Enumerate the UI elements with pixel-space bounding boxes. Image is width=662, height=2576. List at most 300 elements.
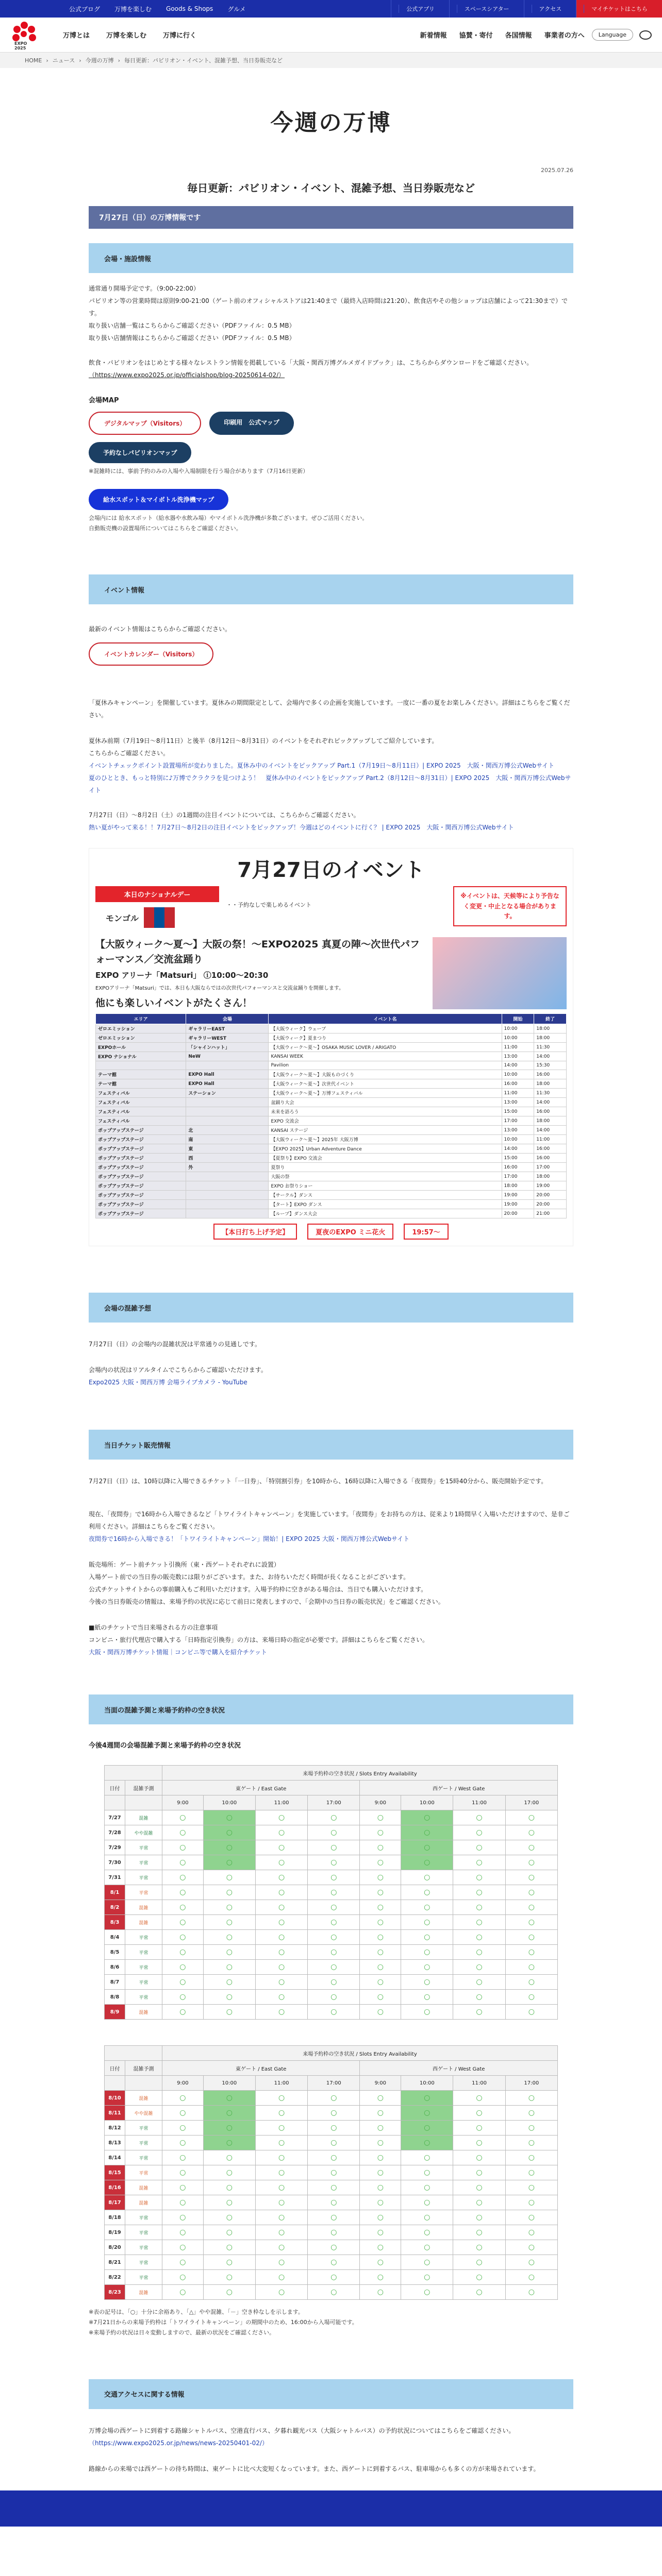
breadcrumb-news[interactable]: ニュース [52,57,75,64]
slot-status-icon[interactable]: ○ [203,2255,255,2270]
event-pickup-link-2[interactable]: 夏のひととき、もっと特別に♪万博でクラクラを見つけよう！ 夏休み中のイベントをピックアップ Part.2（8月12日〜8月31日）| EXPO 2025 大阪・関西万博公式Webサイト [89,774,571,794]
language-select[interactable]: Language [592,29,633,41]
slot-status-icon[interactable]: ○ [505,1945,557,1960]
slot-status-icon[interactable]: ○ [505,2225,557,2240]
slot-status-icon[interactable]: ○ [360,2165,401,2180]
slot-status-icon[interactable]: ○ [401,1885,453,1900]
slot-status-icon[interactable]: ○ [255,1870,307,1885]
slot-status-icon[interactable]: ○ [203,2180,255,2195]
table-row: 8/9 混雑 ○ ○ ○ ○ ○ ○ ○ ○ [105,2005,558,2020]
slot-status-icon[interactable]: ○ [505,2195,557,2210]
slot-status-icon[interactable]: ○ [308,1870,360,1885]
nav-news[interactable]: 新着情報 [420,32,447,40]
slot-status-icon[interactable]: ○ [162,1945,204,1960]
slot-status-icon[interactable]: ○ [255,2285,307,2300]
slot-status-icon[interactable]: ○ [203,1825,255,1840]
nav-sponsor[interactable]: 協賛・寄付 [459,32,493,40]
nav-visit[interactable]: 万博に行く [163,32,197,40]
slot-status-icon[interactable]: ○ [203,1930,255,1945]
slot-status-icon[interactable]: ○ [453,1960,505,1975]
more-events: 他にも楽しいイベントがたくさん！ [95,997,253,1009]
slot-status-icon[interactable]: ○ [453,1825,505,1840]
slot-status-icon[interactable]: ○ [453,1915,505,1930]
slot-status-icon[interactable]: ○ [360,2150,401,2165]
slot-status-icon[interactable]: ○ [162,2136,204,2150]
slot-status-icon[interactable]: ○ [308,1930,360,1945]
breadcrumb-home[interactable]: HOME [25,57,42,64]
slot-status-icon[interactable]: ○ [401,2285,453,2300]
top-bar [0,0,662,18]
slot-status-icon[interactable]: ○ [453,2091,505,2106]
slot-status-icon[interactable]: ○ [505,1840,557,1855]
table-row: ポップアップステージ 西 【夏祭り】EXPO 交流会 15:00 16:00 [96,1154,567,1163]
slot-status-icon[interactable]: ○ [162,1885,204,1900]
slot-status-icon[interactable]: ○ [453,2195,505,2210]
slot-status-icon[interactable]: ○ [255,2136,307,2150]
slot-status-icon[interactable]: ○ [401,1945,453,1960]
slot-status-icon[interactable]: ○ [360,1885,401,1900]
table-row: 8/16 混雑 ○ ○ ○ ○ ○ ○ ○ ○ [105,2180,558,2195]
slot-status-icon[interactable]: ○ [203,1900,255,1915]
slot-status-icon[interactable]: ○ [505,1810,557,1825]
slot-status-icon[interactable]: ○ [308,2005,360,2020]
nav-business[interactable]: 事業者の方へ [544,32,585,40]
slot-status-icon[interactable]: ○ [162,2106,204,2121]
slot-status-icon[interactable]: ○ [255,2005,307,2020]
slot-status-icon[interactable]: ○ [401,1900,453,1915]
slot-status-icon[interactable]: ○ [308,1975,360,1990]
slot-status-icon[interactable]: ○ [360,1855,401,1870]
slot-status-icon[interactable]: ○ [505,2210,557,2225]
topbar-link-enjoy[interactable]: 万博を楽しむ [114,5,152,13]
topbar-link-gourmet[interactable]: グルメ [227,5,246,13]
slot-status-icon[interactable]: ○ [505,2150,557,2165]
slot-status-icon[interactable]: ○ [162,2180,204,2195]
slot-status-icon[interactable]: ○ [453,1885,505,1900]
slot-status-icon[interactable]: ○ [255,1945,307,1960]
table-row: Pavilion 14:00 15:30 [96,1061,567,1070]
slot-status-icon[interactable]: ○ [453,1930,505,1945]
fireworks-label: 【本日打ち上げ予定】 [213,1224,297,1240]
slot-status-icon[interactable]: ○ [255,2210,307,2225]
slot-status-icon[interactable]: ○ [505,2240,557,2255]
slot-status-icon[interactable]: ○ [203,2091,255,2106]
slot-status-icon[interactable]: ○ [162,2210,204,2225]
slot-status-icon[interactable]: ○ [360,2106,401,2121]
slot-status-icon[interactable]: ○ [162,2285,204,2300]
slot-status-icon[interactable]: ○ [308,1810,360,1825]
slot-status-icon[interactable]: ○ [162,1960,204,1975]
slot-status-icon[interactable]: ○ [255,2165,307,2180]
slot-status-icon[interactable]: ○ [162,2165,204,2180]
breadcrumb-weekly[interactable]: 今週の万博 [85,57,114,64]
nav-enjoy[interactable]: 万博を楽しむ [106,32,147,40]
slot-status-icon[interactable]: ○ [453,2225,505,2240]
slot-status-icon[interactable]: ○ [453,2150,505,2165]
ticket-info-link[interactable]: 大阪・関西万博チケット情報｜コンビニ等で購入を紹介チケット [89,1649,267,1656]
table-row: 8/15 平常 ○ ○ ○ ○ ○ ○ ○ ○ [105,2165,558,2180]
slot-status-icon[interactable]: ○ [203,2240,255,2255]
slot-status-icon[interactable]: ○ [255,2180,307,2195]
slot-status-icon[interactable]: ○ [360,2091,401,2106]
slot-status-icon[interactable]: ○ [203,2150,255,2165]
slot-status-icon[interactable]: ○ [453,1990,505,2005]
slot-status-icon[interactable]: ○ [203,1810,255,1825]
print-map-button[interactable]: 印刷用 公式マップ [209,412,294,435]
slot-status-icon[interactable]: ○ [401,2165,453,2180]
slot-status-icon[interactable]: ○ [162,2255,204,2270]
slot-status-icon[interactable]: ○ [360,1915,401,1930]
slot-status-icon[interactable]: ○ [162,1990,204,2005]
slot-status-icon[interactable]: ○ [505,1900,557,1915]
slot-status-icon[interactable]: ○ [505,2165,557,2180]
table-row: 8/8 平常 ○ ○ ○ ○ ○ ○ ○ ○ [105,1990,558,2005]
slot-status-icon[interactable]: ○ [360,2180,401,2195]
slot-status-icon[interactable]: ○ [308,2285,360,2300]
slot-status-icon[interactable]: ○ [203,1945,255,1960]
slot-status-icon[interactable]: ○ [505,1870,557,1885]
slot-status-icon[interactable]: ○ [255,1900,307,1915]
slot-status-icon[interactable]: ○ [453,2285,505,2300]
slot-status-icon[interactable]: ○ [308,1945,360,1960]
slot-status-icon[interactable]: ○ [360,1990,401,2005]
slot-status-icon[interactable]: ○ [401,1960,453,1975]
slot-status-icon[interactable]: ○ [401,1810,453,1825]
slot-status-icon[interactable]: ○ [308,2180,360,2195]
slot-status-icon[interactable]: ○ [162,2121,204,2136]
slot-status-icon[interactable]: ○ [308,1885,360,1900]
table-row: ポップアップステージ 南 【大阪ウィーク〜夏〜】2025年 大阪万博 10:00 11:00 [96,1135,567,1144]
slot-status-icon[interactable]: ○ [401,1915,453,1930]
slot-status-icon[interactable]: ○ [505,1915,557,1930]
slot-status-icon[interactable]: ○ [360,2210,401,2225]
slot-status-icon[interactable]: ○ [203,1960,255,1975]
slot-status-icon[interactable]: ○ [505,1855,557,1870]
slot-status-icon[interactable]: ○ [505,2005,557,2020]
slot-status-icon[interactable]: ○ [453,2136,505,2150]
slot-status-icon[interactable]: ○ [401,2270,453,2285]
slot-status-icon[interactable]: ○ [308,2195,360,2210]
slot-status-icon[interactable]: ○ [453,2240,505,2255]
table-row: 8/19 平常 ○ ○ ○ ○ ○ ○ ○ ○ [105,2225,558,2240]
slot-status-icon[interactable]: ○ [255,2091,307,2106]
slot-status-icon[interactable]: ○ [203,2285,255,2300]
slot-status-icon[interactable]: ○ [255,1930,307,1945]
slot-status-icon[interactable]: ○ [401,1990,453,2005]
slot-status-icon[interactable]: ○ [453,2165,505,2180]
slot-status-icon[interactable]: ○ [162,1810,204,1825]
slot-status-icon[interactable]: ○ [255,2255,307,2270]
slot-status-icon[interactable]: ○ [401,2106,453,2121]
slot-status-icon[interactable]: ○ [360,2270,401,2285]
slot-status-icon[interactable]: ○ [453,2106,505,2121]
slot-status-icon[interactable]: ○ [162,2240,204,2255]
slot-status-icon[interactable]: ○ [401,1975,453,1990]
slot-status-icon[interactable]: ○ [162,2150,204,2165]
nav-countries[interactable]: 各国情報 [505,32,532,40]
slot-status-icon[interactable]: ○ [162,1915,204,1930]
slot-status-icon[interactable]: ○ [308,2121,360,2136]
table-row: 8/10 混雑 ○ ○ ○ ○ ○ ○ ○ ○ [105,2091,558,2106]
slot-status-icon[interactable]: ○ [360,2195,401,2210]
table-row: 8/11 やや混雑 ○ ○ ○ ○ ○ ○ ○ ○ [105,2106,558,2121]
slot-status-icon[interactable]: ○ [308,2270,360,2285]
slot-status-icon[interactable]: ○ [360,1975,401,1990]
slot-status-icon[interactable]: ○ [401,2180,453,2195]
slot-status-icon[interactable]: ○ [308,1960,360,1975]
livecam-link[interactable]: Expo2025 大阪・関西万博 会場ライブカメラ - YouTube [89,1379,247,1386]
table-row: ポップアップステージ 東 【EXPO 2025】Urban Adventure Dance 14:00 16:00 [96,1144,567,1154]
slot-status-icon[interactable]: ○ [308,2255,360,2270]
slot-status-icon[interactable]: ○ [360,2285,401,2300]
topbar-myticket-button[interactable]: マイチケットはこちら [576,0,662,18]
table-row: 7/28 やや混雑 ○ ○ ○ ○ ○ ○ ○ ○ [105,1825,558,1840]
slot-status-icon[interactable]: ○ [162,1870,204,1885]
slot-status-icon[interactable]: ○ [360,2121,401,2136]
nav-about[interactable]: 万博とは [63,32,90,40]
slot-status-icon[interactable]: ○ [308,1915,360,1930]
slot-status-icon[interactable]: ○ [162,2091,204,2106]
slot-status-icon[interactable]: ○ [162,1900,204,1915]
slot-status-icon[interactable]: ○ [360,1840,401,1855]
slot-status-icon[interactable]: ○ [162,1930,204,1945]
slot-status-icon[interactable]: ○ [162,2225,204,2240]
slot-status-icon[interactable]: ○ [162,1975,204,1990]
topbar-access-button[interactable]: アクセス [524,0,576,18]
topbar-link-goods[interactable]: Goods & Shops [166,5,213,12]
slot-status-icon[interactable]: ○ [203,2136,255,2150]
slot-status-icon[interactable]: ○ [505,2270,557,2285]
slot-status-icon[interactable]: ○ [453,1840,505,1855]
slot-status-icon[interactable]: ○ [505,2091,557,2106]
topbar-app-button[interactable]: 公式アプリ [391,0,449,18]
slot-status-icon[interactable]: ○ [203,1840,255,1855]
slot-status-icon[interactable]: ○ [255,1825,307,1840]
slot-status-icon[interactable]: ○ [401,2240,453,2255]
table-row: ポップアップステージ 【タート】EXPO ダンス 19:00 20:00 [96,1200,567,1209]
section-venue-heading: 会場・施設情報 [89,243,573,273]
slot-status-icon[interactable]: ○ [401,2091,453,2106]
slot-status-icon[interactable]: ○ [255,1810,307,1825]
slot-status-icon[interactable]: ○ [255,2270,307,2285]
slot-status-icon[interactable]: ○ [401,2005,453,2020]
slot-status-icon[interactable]: ○ [505,1960,557,1975]
poster-warning: ※イベントは、天候等により予告なく変更・中止となる場合があります。 [453,886,567,926]
slot-status-icon[interactable]: ○ [453,1975,505,1990]
slot-status-icon[interactable]: ○ [162,1825,204,1840]
slot-status-icon[interactable]: ○ [360,2005,401,2020]
slot-status-icon[interactable]: ○ [453,1900,505,1915]
poster-title: 7月27日のイベント [237,858,425,883]
expo-logo[interactable] [10,21,39,49]
slot-status-icon[interactable]: ○ [203,1990,255,2005]
slot-status-icon[interactable]: ○ [505,1825,557,1840]
slot-status-icon[interactable]: ○ [453,1855,505,1870]
slot-status-icon[interactable]: ○ [401,1930,453,1945]
slot-status-icon[interactable]: ○ [308,1840,360,1855]
site-header [0,18,662,53]
topbar-link-blog[interactable]: 公式ブログ [69,5,101,13]
slot-status-icon[interactable]: ○ [401,2136,453,2150]
slot-status-icon[interactable]: ○ [203,2210,255,2225]
slot-status-icon[interactable]: ○ [203,1870,255,1885]
slot-status-icon[interactable]: ○ [308,1855,360,1870]
slot-status-icon[interactable]: ○ [203,2270,255,2285]
slot-status-icon[interactable]: ○ [162,1840,204,1855]
schedule-header: エリア [96,1014,186,1024]
slot-status-icon[interactable]: ○ [505,1930,557,1945]
slot-status-icon[interactable]: ○ [162,2270,204,2285]
slot-status-icon[interactable]: ○ [401,1855,453,1870]
slot-status-icon[interactable]: ○ [255,2106,307,2121]
search-icon[interactable] [639,30,652,40]
slot-status-icon[interactable]: ○ [453,2210,505,2225]
table-row: 7/27 混雑 ○ ○ ○ ○ ○ ○ ○ ○ [105,1810,558,1825]
event-text: 「夏休みキャンペーン」を開催しています。夏休みの期間限定として、会場内で多くの企画を実施しています。一度に一番の夏をお楽しみください。詳細はこちらをご覧ください。 夏休み前期（7月19日〜8月11日）と後半（8月12日〜8月31日）のイベントをそれぞれピックアップしてご紹介しています。 こちらからご確認ください。 イベントチェックポイント設置場所が変わりました。夏休み中のイベントをピックアップ Part.1（7月19日〜8月11日）| EXPO 2025 大阪・関西万博公式Webサイト 夏のひととき、もっと特別に♪万博でクラクラを見つけよう！ 夏休み中のイベントをピックアップ Part.2（8月12日〜8月31日）| EXPO 2025 大阪・関西万博公式Webサイト 7月27日（日）〜8月2日（土）の1週間の注目イベントについては、こちらからご確認ください。 熱い夏がやって来る！！7月27日〜8月2日の注目イベントをピックアップ！今週はどのイベントに行く？ | EXPO 2025 大阪・関西万博公式Webサイト [89,697,573,834]
table-row: 8/2 混雑 ○ ○ ○ ○ ○ ○ ○ ○ [105,1900,558,1915]
slot-status-icon[interactable]: ○ [255,1975,307,1990]
slot-status-icon[interactable]: ○ [308,2165,360,2180]
slot-status-icon[interactable]: ○ [453,1810,505,1825]
twilight-link[interactable]: 夜間券で16時から入場できる！「トワイライトキャンペーン」開始！| EXPO 2025 大阪・関西万博公式Webサイト [89,1535,410,1543]
slot-status-icon[interactable]: ○ [162,2005,204,2020]
table-row: フェスティバル EXPO 交流会 17:00 18:00 [96,1116,567,1126]
slot-status-icon[interactable]: ○ [360,2225,401,2240]
slot-status-icon[interactable]: ○ [453,2121,505,2136]
slot-status-icon[interactable]: ○ [255,1990,307,2005]
table-row: 8/23 混雑 ○ ○ ○ ○ ○ ○ ○ ○ [105,2285,558,2300]
slot-status-icon[interactable]: ○ [255,1855,307,1870]
slot-status-icon[interactable]: ○ [255,2150,307,2165]
site-footer [0,2490,662,2527]
topbar-theater-button[interactable]: スペースシアター [449,0,524,18]
slot-status-icon[interactable]: ○ [308,2225,360,2240]
slot-status-icon[interactable]: ○ [401,2150,453,2165]
slot-status-icon[interactable]: ○ [203,2225,255,2240]
event-pickup-link-1[interactable]: イベントチェックポイント設置場所が変わりました。夏休み中のイベントをピックアップ Part.1（7月19日〜8月11日）| EXPO 2025 大阪・関西万博公式Webサイト [89,762,555,770]
slot-status-icon[interactable]: ○ [453,2255,505,2270]
water-spot-map-button[interactable]: 給水スポット＆マイボトル洗浄機マップ [89,489,228,510]
slot-status-icon[interactable]: ○ [360,1825,401,1840]
table-row: 8/3 混雑 ○ ○ ○ ○ ○ ○ ○ ○ [105,1915,558,1930]
slot-status-icon[interactable]: ○ [401,2121,453,2136]
slot-status-icon[interactable]: ○ [203,1975,255,1990]
weekly-event-link[interactable]: 熱い夏がやって来る！！7月27日〜8月2日の注目イベントをピックアップ！今週はどのイベントに行く？ | EXPO 2025 大阪・関西万博公式Webサイト [89,824,514,832]
schedule-header: 会場 [186,1014,269,1024]
slot-status-icon[interactable]: ○ [162,1855,204,1870]
slot-status-icon[interactable]: ○ [505,2136,557,2150]
slot-status-icon[interactable]: ○ [360,1900,401,1915]
slot-status-icon[interactable]: ○ [203,1885,255,1900]
slot-status-icon[interactable]: ○ [453,2270,505,2285]
slot-status-icon[interactable]: ○ [360,2136,401,2150]
slot-status-icon[interactable]: ○ [203,1915,255,1930]
slot-status-icon[interactable]: ○ [308,2150,360,2165]
mongolia-flag-icon [144,907,175,928]
publish-date: 2025.07.26 [541,167,573,174]
slot-status-icon[interactable]: ○ [308,2240,360,2255]
slot-status-icon[interactable]: ○ [401,1825,453,1840]
table-row: ゼロエミッション ギャラリーEAST 【大阪ウィーク】ウェーブ 10:00 18:00 [96,1024,567,1033]
slot-status-icon[interactable]: ○ [255,2195,307,2210]
slot-status-icon[interactable]: ○ [401,2210,453,2225]
slot-status-icon[interactable]: ○ [360,1945,401,1960]
slot-status-icon[interactable]: ○ [308,2136,360,2150]
slot-status-icon[interactable]: ○ [453,2180,505,2195]
slot-status-icon[interactable]: ○ [453,1870,505,1885]
slot-status-icon[interactable]: ○ [401,2255,453,2270]
slot-status-icon[interactable]: ○ [453,2005,505,2020]
slot-status-icon[interactable]: ○ [203,2121,255,2136]
slot-status-icon[interactable]: ○ [505,2106,557,2121]
event-schedule-table [95,1013,567,1218]
slot-status-icon[interactable]: ○ [505,2180,557,2195]
slot-status-icon[interactable]: ○ [505,2285,557,2300]
event-calendar-button[interactable]: イベントカレンダー（Visitors） [89,642,213,666]
table-row: 7/30 平常 ○ ○ ○ ○ ○ ○ ○ ○ [105,1855,558,1870]
slot-status-icon[interactable]: ○ [505,1885,557,1900]
slot-status-icon[interactable]: ○ [255,1885,307,1900]
slot-status-icon[interactable]: ○ [203,2195,255,2210]
slot-status-icon[interactable]: ○ [203,2005,255,2020]
slot-status-icon[interactable]: ○ [203,2165,255,2180]
no-reservation-map-button[interactable]: 予約なしパビリオンマップ [89,442,191,463]
slot-status-icon[interactable]: ○ [505,2121,557,2136]
slot-status-icon[interactable]: ○ [401,1840,453,1855]
slot-status-icon[interactable]: ○ [255,2240,307,2255]
slot-status-icon[interactable]: ○ [308,1900,360,1915]
slot-status-icon[interactable]: ○ [308,1825,360,1840]
slot-status-icon[interactable]: ○ [255,1960,307,1975]
section-ticket-heading: 当日チケット販売情報 [89,1430,573,1460]
table-row: フェスティバル 盆踊り大会 13:00 14:00 [96,1098,567,1107]
slot-status-icon[interactable]: ○ [401,1870,453,1885]
access-link[interactable]: （https://www.expo2025.or.jp/news/news-20250401-02/） [89,2439,268,2447]
slot-status-icon[interactable]: ○ [360,2240,401,2255]
table-row: 8/1 平常 ○ ○ ○ ○ ○ ○ ○ ○ [105,1885,558,1900]
main-content: 今週の万博 2025.07.26 毎日更新：パビリオン・イベント、混雑予想、当日券販売など 7月27日（日）の万博情報です 会場・施設情報 通常通り開場予定です。（9:00-22:00） パビリオン等の営業時間は原則9:00-21:00（ゲート前のオフィシャルストアは21:40まで（最終入店時間は21:20）、飲食店やその他ショップは店舗によって21:30まで）です。 取り扱い店舗一覧はこちらからご確認ください（PDFファイル：0.5 MB） 取り扱い店舗情報はこちらからご確認ください（PDFファイル：0.5 MB） 飲食・パビリオンをはじめとする様々なレストラン情報を掲載している「大阪・関西万博グルメガイドブック」は、こちらからダウンロードをご確認ください。 （https://www.expo2025.or.jp/officialshop/blog-20250614-02/） 会場MAP デジタルマップ（Visitors） 印刷用 公式マップ 予約なしパビリオンマップ ※混雑時には、事前予約のみの入場や入場制限を行う場合があります（7月16日更新） 給水スポット＆マイボトル洗浄機マップ 会場内には 給水スポット（給水器や水飲み場）やマイボトル洗浄機が多数ございます。ぜひご活用ください。 自動販売機の設置場所についてはこちらをご確認ください。 イベント情報 最新のイベント情報はこちらからご確認ください。 イベントカレンダー（Visitors） 「夏休みキャンペーン」を開催しています。夏休みの期間限定として、会場内で多くの企画を実施しています。一度に一番の夏をお楽しみください。詳細はこちらをご覧ください。 夏休み前期（7月19日〜8月11日）と後半（8月12日〜8月31日）のイベントをそれぞれピックアップしてご紹介しています。 こちらからご確認ください。 イベントチェックポイント設置場所が変わりました。夏休み中のイベントをピックアップ Part.1（7月19日〜8月11日）| EXPO 2025 大阪・関西万博公式Webサイト 夏のひととき、もっと特別に♪万博でクラクラを見つけよう！ 夏休み中のイベントをピックアップ Part.2（8月12日〜8月31日）| EXPO 2025 大阪・関西万博公式Webサイト 7月27日（日）〜8月2日（土）の1週間の注目イベントについては、こちらからご確認ください。 熱い夏がやって来る！！7月27日〜8月2日の注目イベントをピックアップ！今週はどのイベントに行く？ | EXPO 2025 大阪・関西万博公式Webサイト 7月27日のイベント 本日のナショナルデー モンゴル ・・予約なしで楽しめるイベント ※イベントは、天候等により予告なく変更・中止となる場合があります。 【大阪ウィーク〜夏〜】大阪の祭！〜EXPO2025 真夏の陣〜次世代パフォーマンス／交流盆踊り EXPO アリーナ「Matsuri」 ⓘ10:00〜20:30 EXPOアリーナ「Matsuri」では、本日も大阪ならではの次世代パフォーマンスと交流盆踊りを開催します。 他にも楽しいイベントがたくさん！ エリア 会場 イベント名 開始 終了 ゼロエミッション ギャラリーEAST 【大阪ウィーク】ウェーブ 10:00 18:00 ゼロエミッション ギャラリーWEST 【大阪ウィーク】夏まつり 10:00 18:00 EXPOホール 「シャインハット」 【大阪ウィーク〜夏〜】OSAKA MUSIC LOVER / ARIGATO 11:00 11:30 EXPO ナショナル NeW KANSAI WEEK 13:00 14:00 Pavilion 14:00 15:30 テーマ館 EXPO Hall 【大阪ウィーク〜夏〜】大阪ものづくり 10:00 16:00 テーマ館 EXPO Hall 【大阪ウィーク〜夏〜】次世代イベント 16:00 18:00 フェスティバル ステーション 【大阪ウィーク〜夏〜】万博フェスティバル 11:00 11:30 フェスティバル 盆踊り大会 13:00 14:00 フェスティバル 未来を語ろう 15:00 16:00 フェスティバル EXPO 交流会 17:00 18:00 ポップアップステージ 北 KANSAI ステージ 13:00 14:00 ポップアップステージ 南 【大阪ウィーク〜夏〜】2025年 大阪万博 10:00 11:00 ポップアップステージ 東 【EXPO 2025】Urban Adventure Dance 14:00 16:00 ポップアップステージ 西 【夏祭り】EXPO 交流会 15:00 16:00 ポップアップステージ 外 夏祭り 16:00 17:00 ポップアップステージ 大阪の祭 17:00 18:00 ポップアップステージ EXPO お祭りショー 18:00 19:00 ポップアップステージ 【サークル】ダンス 19:00 20:00 ポップアップステージ 【タート】EXPO ダンス 19:00 20:00 ポップアップステージ 【ループ】ダンス大会 20:00 21:00 【本日打ち上げ予定】 夏夜のEXPO ミニ花火 19:57〜 会場の混雑予想 7月27日（日）の会場内の混雑状況は平常通りの見通しです。 会場内の状況はリアルタイムでこちらからご確認いただけます。 Expo2025 大阪・関西万博 会場ライブカメラ - YouTube 当日チケット販売情報 7月27日（日）は、10時以降に入場できるチケット「一日券」、「特別割引券」を10時から、16時以降に入場できる「夜間券」を15時40分から、販売開始予定です。 現在、「夜間券」で16時から入場できるなど「トワイライトキャンペーン」を実施しています。「夜間券」をお持ちの方は、従来より1時間早く入場いただけますので、是非ご利用ください。詳細はこちらをご覧ください。 夜間券で16時から入場できる！「トワイライトキャンペーン」開始！| EXPO 2025 大阪・関西万博公式Webサイト 販売場所：ゲート前チケット引換所（東・西ゲートそれぞれに設置） 入場ゲート前での当日券の販売数には限りがございます。また、お待ちいただく時間が長くなることがございます。 公式チケットサイトからの事前購入もご利用いただけます。入場予約枠に空きがある場合は、当日でも購入いただけます。 今後の当日券販売の情報は、来場予約の状況に応じて前日に発表しますので、「会期中の当日券の販売状況」をご確認ください。 ■紙のチケットで当日来場される方の注意事項 コンビニ・旅行代理店で購入する「日時指定引換券」の方は、来場日時の指定が必要です。詳細はこちらをご覧ください。 大阪・関西万博チケット情報｜コンビニ等で購入を紹介チケット 当面の混雑予測と来場予約枠の空き状況 今後4週間の会場混雑予測と来場予約枠の空き状況 来場予約枠の空き状況 / Slots Entry Availability 日付 混雑予測 東ゲート / East Gate 西ゲート / West Gate 9:00 10:00 11:00 17:00 9:00 10:00 11:00 17:00 7/27 混雑 ○ ○ ○ ○ ○ ○ ○ ○ 7/28 やや混雑 ○ ○ ○ ○ ○ ○ ○ ○ 7/29 平常 ○ ○ ○ ○ ○ ○ ○ ○ 7/30 平常 ○ ○ ○ ○ ○ ○ ○ ○ 7/31 平常 ○ ○ ○ ○ ○ ○ ○ ○ 8/1 平常 ○ ○ ○ ○ ○ ○ ○ ○ 8/2 混雑 ○ ○ ○ ○ ○ ○ ○ ○ 8/3 混雑 ○ ○ ○ ○ ○ ○ ○ ○ 8/4 平常 ○ ○ ○ ○ ○ ○ ○ ○ 8/5 平常 ○ ○ ○ ○ ○ ○ ○ ○ 8/6 平常 ○ ○ ○ ○ ○ ○ ○ ○ 8/7 平常 ○ ○ ○ ○ ○ ○ ○ ○ 8/8 平常 ○ ○ ○ ○ ○ ○ ○ ○ 8/9 混雑 ○ ○ ○ ○ ○ ○ ○ ○ 来場予約枠の空き状況 / Slots Entry Availability 日付 混雑予測 東ゲート / East Gate 西ゲート / West Gate 9:00 10:00 11:00 17:00 9:00 10:00 11:00 17:00 8/10 混雑 ○ ○ ○ ○ ○ ○ ○ ○ 8/11 やや混雑 ○ ○ ○ ○ ○ ○ ○ ○ 8/12 平常 ○ ○ ○ ○ ○ ○ ○ ○ 8/13 平常 ○ ○ ○ ○ ○ ○ ○ ○ 8/14 平常 ○ ○ ○ ○ ○ ○ ○ ○ 8/15 平常 ○ ○ ○ ○ ○ ○ ○ ○ 8/16 混雑 ○ ○ ○ ○ ○ ○ ○ ○ 8/17 混雑 ○ ○ ○ ○ ○ ○ ○ ○ 8/18 平常 ○ ○ ○ ○ ○ ○ ○ ○ 8/19 平常 ○ ○ ○ ○ ○ ○ ○ ○ 8/20 平常 ○ ○ ○ ○ ○ ○ ○ ○ 8/21 平常 ○ ○ ○ ○ ○ ○ ○ ○ 8/22 平常 ○ ○ ○ ○ ○ ○ ○ ○ 8/23 混雑 ○ ○ ○ ○ ○ ○ ○ ○ ※表の記号は、「○」十分に余裕あり、「△」やや混雑、「－」空き枠なしを示します。 ※7月21日からの来場予約枠は「トワイライトキャンペーン」の期間中のため、16:00から入場可能です。 ※来場予約の状況は日々変動しますので、最新の状況をご確認ください。 交通アクセスに関する情報 万博会場の西ゲートに到着する路線シャトルバス、空港直行バス、夕暮れ観光バス（大阪シャトルバス）の予約状況についてはこちらをご確認ください。 （https://www.expo2025.or.jp/news/news-20250401-02/） 路線からの来場では西ゲートの待ち時間は、東ゲートに比べ大変短くなっています。また、西ゲートに到着するバス、駐車場からも多くの方が来場されています。 [89,68,573,2475]
slot-status-icon[interactable]: ○ [255,1915,307,1930]
table-row: 7/31 平常 ○ ○ ○ ○ ○ ○ ○ ○ [105,1870,558,1885]
slot-status-icon[interactable]: ○ [360,1960,401,1975]
slot-status-icon[interactable]: ○ [401,2225,453,2240]
slot-status-icon[interactable]: ○ [453,1945,505,1960]
digital-map-button[interactable]: デジタルマップ（Visitors） [89,412,201,435]
slot-status-icon[interactable]: ○ [255,2225,307,2240]
map-heading: 会場MAP [89,397,119,404]
table-row: EXPOホール 「シャインハット」 【大阪ウィーク〜夏〜】OSAKA MUSIC LOVER / ARIGATO 11:00 11:30 [96,1043,567,1052]
slot-status-icon[interactable]: ○ [203,1855,255,1870]
slot-status-icon[interactable]: ○ [308,2106,360,2121]
slot-status-icon[interactable]: ○ [308,2091,360,2106]
slot-status-icon[interactable]: ○ [360,1870,401,1885]
slot-status-icon[interactable]: ○ [203,2106,255,2121]
table-row: ポップアップステージ 【ループ】ダンス大会 20:00 21:00 [96,1209,567,1218]
slot-status-icon[interactable]: ○ [308,2210,360,2225]
slot-status-icon[interactable]: ○ [505,2255,557,2270]
slot-status-icon[interactable]: ○ [308,1990,360,2005]
slot-status-icon[interactable]: ○ [255,1840,307,1855]
slot-status-icon[interactable]: ○ [505,1975,557,1990]
availability-table-2: 来場予約枠の空き状況 / Slots Entry Availability 日付 混雑予測 東ゲート / East Gate 西ゲート / West Gate 9:00 10:00 11:00 17:00 9:00 10:00 11:00 17:00 8/10 混雑 ○ ○ ○ ○ ○ ○ ○ ○ 8/11 やや混雑 ○ ○ ○ ○ ○ ○ ○ ○ 8/12 平常 ○ ○ ○ ○ ○ ○ ○ ○ 8/13 平常 ○ ○ ○ ○ ○ ○ ○ ○ 8/14 平常 ○ ○ ○ ○ ○ ○ ○ ○ 8/15 平常 ○ ○ ○ ○ ○ ○ ○ ○ 8/16 混雑 ○ ○ ○ ○ ○ ○ ○ ○ 8/17 混雑 ○ ○ ○ ○ ○ ○ ○ ○ 8/18 平常 ○ ○ ○ ○ ○ ○ ○ ○ 8/19 平常 ○ ○ ○ ○ ○ ○ ○ ○ 8/20 平常 ○ ○ ○ ○ ○ ○ ○ ○ 8/21 平常 ○ ○ ○ ○ ○ ○ ○ ○ 8/22 平常 ○ ○ ○ ○ ○ ○ ○ ○ 8/23 混雑 ○ ○ ○ ○ ○ ○ ○ ○ [104,2045,558,2300]
slot-status-icon[interactable]: ○ [360,1810,401,1825]
slot-status-icon[interactable]: ○ [505,1990,557,2005]
slot-status-icon[interactable]: ○ [255,2121,307,2136]
slot-status-icon[interactable]: ○ [360,1930,401,1945]
slot-status-icon[interactable]: ○ [162,2195,204,2210]
slot-status-icon[interactable]: ○ [401,2195,453,2210]
slot-status-icon[interactable]: ○ [360,2255,401,2270]
